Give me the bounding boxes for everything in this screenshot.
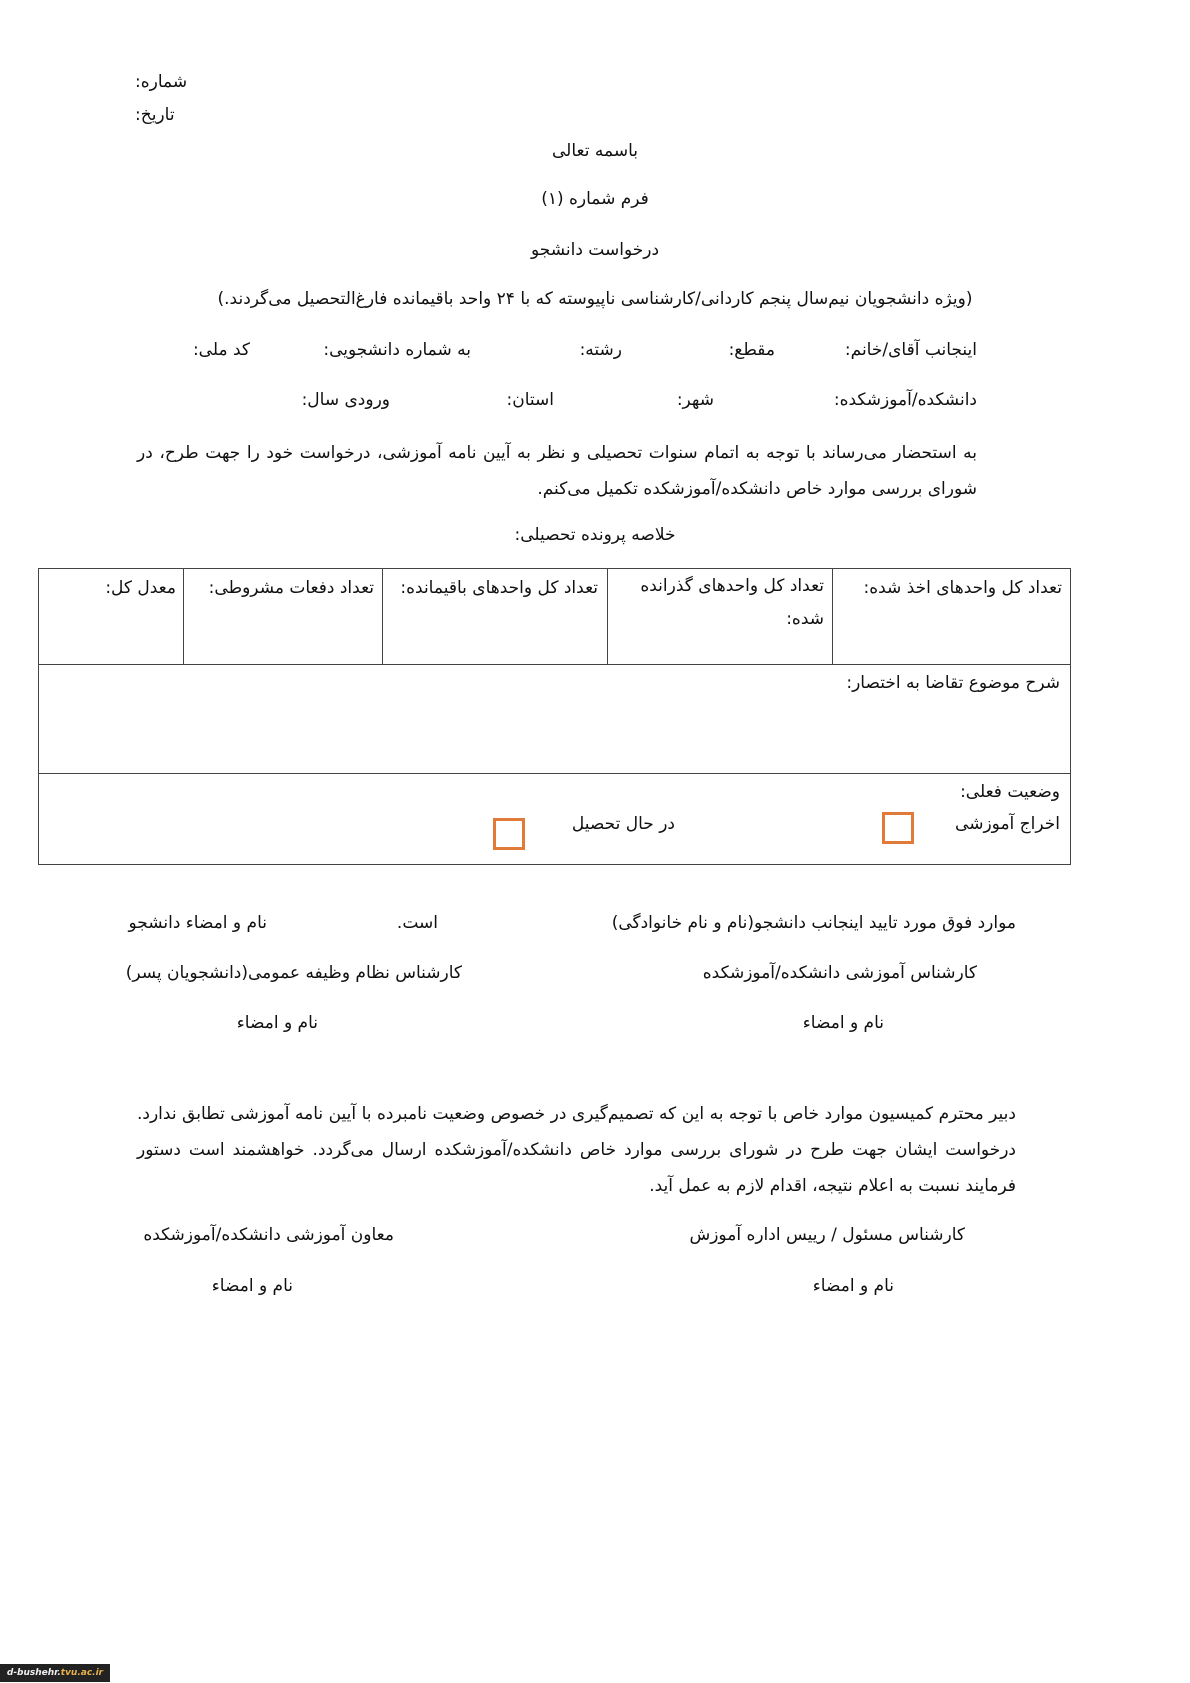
status-studying-label: در حال تحصیل xyxy=(571,814,675,834)
student-signature-label: نام و امضاء دانشجو xyxy=(128,913,267,933)
watermark-suffix: tvu.ac.ir xyxy=(60,1668,104,1678)
request-description-label: شرح موضوع تقاضا به اختصار: xyxy=(846,673,1060,693)
number-label: شماره: xyxy=(135,72,188,92)
military-expert-label: کارشناس نظام وظیفه عمومی(دانشجویان پسر) xyxy=(125,963,462,983)
confirmation-text: موارد فوق مورد تایید اینجانب دانشجو(نام و نام خانوادگی) xyxy=(611,913,1016,933)
form-number: فرم شماره (۱) xyxy=(541,189,649,209)
current-status-label: وضعیت فعلی: xyxy=(960,782,1060,802)
office-head-signature: نام و امضاء xyxy=(812,1276,894,1296)
deputy-signature: نام و امضاء xyxy=(211,1276,293,1296)
commission-paragraph: دبیر محترم کمیسیون موارد خاص با توجه به این که تصمیم‌گیری در خصوص وضعیت نامبرده با آیین نامه آموزشی تطابق ندارد. درخواست ایشان جهت طرح در شورای بررسی موارد خاص دانشکده/آموزشکده ارسال می‌گردد. خواهشمند است دستور فرمایند نسبت به اعلام نتیجه، اقدام لازم به عمل آید. xyxy=(137,1104,1016,1196)
watermark-prefix: d-bushehr. xyxy=(6,1668,61,1678)
form-title: درخواست دانشجو xyxy=(530,240,660,260)
level-label: مقطع: xyxy=(728,340,775,360)
military-expert-signature: نام و امضاء xyxy=(236,1013,318,1033)
faculty-expert-signature: نام و امضاء xyxy=(802,1013,884,1033)
gpa-cell: معدل کل: xyxy=(105,578,176,598)
confirmation-is: است. xyxy=(396,913,438,933)
units-remaining-cell: تعداد کل واحدهای باقیمانده: xyxy=(400,578,598,598)
intro-paragraph: به استحضار می‌رساند با توجه به اتمام سنوات تحصیلی و نظر به آیین نامه آموزشی، درخواست خود را جهت طرح، در شورای بررسی موارد خاص دانشکده/آموزشکده تکمیل می‌کنم. xyxy=(137,443,977,499)
province-label: استان: xyxy=(506,390,554,410)
student-number-label: به شماره دانشجویی: xyxy=(323,340,471,360)
units-passed-cell: تعداد کل واحدهای گذرانده شده: xyxy=(640,576,824,629)
status-studying-checkbox[interactable] xyxy=(493,818,525,850)
date-label: تاریخ: xyxy=(135,105,175,125)
basmala: باسمه تعالی xyxy=(552,141,638,161)
probation-count-cell: تعداد دفعات مشروطی: xyxy=(208,578,374,598)
form-subtitle: (ویژه دانشجویان نیم‌سال پنجم کاردانی/کارشناسی ناپیوسته که با ۲۴ واحد باقیمانده فارغ‌التحصیل می‌گردند.) xyxy=(217,289,973,309)
units-taken-cell: تعداد کل واحدهای اخذ شده: xyxy=(863,578,1062,598)
faculty-expert-label: کارشناس آموزشی دانشکده/آموزشکده xyxy=(702,963,977,983)
site-watermark xyxy=(0,1664,110,1682)
office-head-label: کارشناس مسئول / رییس اداره آموزش xyxy=(689,1225,965,1245)
status-expelled-label: اخراج آموزشی xyxy=(955,814,1060,834)
applicant-label: اینجانب آقای/خانم: xyxy=(844,340,977,360)
entry-year-label: ورودی سال: xyxy=(301,390,390,410)
summary-title: خلاصه پرونده تحصیلی: xyxy=(514,525,676,545)
status-expelled-checkbox[interactable] xyxy=(882,812,914,844)
city-label: شهر: xyxy=(676,390,714,410)
faculty-label: دانشکده/آموزشکده: xyxy=(833,390,977,410)
deputy-label: معاون آموزشی دانشکده/آموزشکده xyxy=(143,1225,394,1245)
national-code-label: کد ملی: xyxy=(192,340,250,360)
field-label: رشته: xyxy=(579,340,622,360)
